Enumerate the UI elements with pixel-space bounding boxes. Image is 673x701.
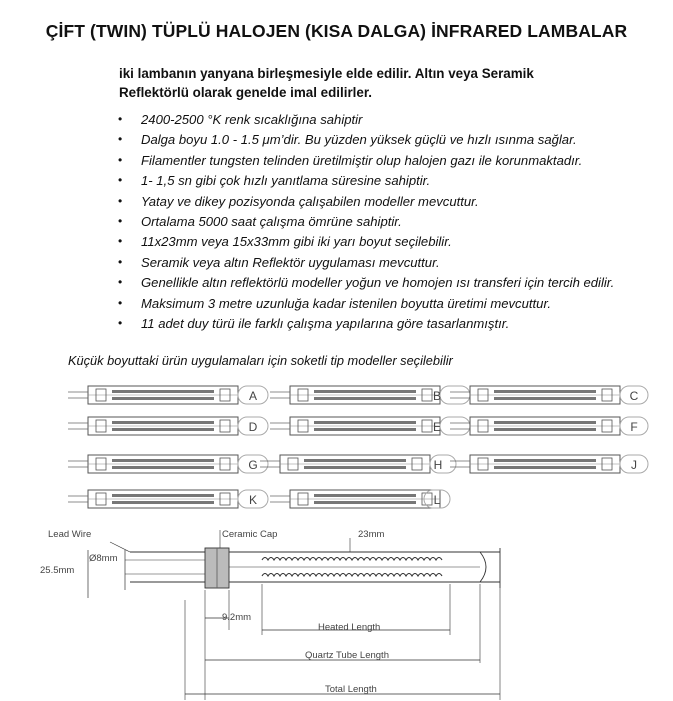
lamp-label: D <box>248 420 258 434</box>
lamp-model-b <box>270 386 470 404</box>
intro-line: iki lambanın yanyana birleşmesiyle elde edilir. Altın veya Seramik <box>119 66 534 81</box>
lamp-label: F <box>630 420 638 434</box>
feature-item: • Ortalama 5000 saat çalışma ömrüne sahiptir. <box>115 212 655 231</box>
feature-item: • Dalga boyu 1.0 - 1.5 μm’dir. Bu yüzden yüksek güçlü ve hızlı ısınma sağlar. <box>115 130 655 149</box>
feature-item: • Genellikle altın reflektörlü modeller yoğun ve homojen ısı transferi için tercih edilir. <box>115 273 655 292</box>
lamp-label: H <box>433 458 443 472</box>
intro-line: Reflektörlü olarak genelde imal edilirler. <box>119 85 373 100</box>
dimension-drawing <box>88 530 500 700</box>
dim-25mm-label: 25.5mm <box>40 565 75 576</box>
lamp-model-f <box>450 417 648 435</box>
lamp-label: B <box>432 389 442 403</box>
dim-23mm-label: 23mm <box>358 529 385 540</box>
page-title: ÇİFT (TWIN) TÜPLÜ HALOJEN (KISA DALGA) İNFRARED LAMBALAR <box>45 21 628 41</box>
lamp-model-h <box>260 455 456 473</box>
feature-item: • Maksimum 3 metre uzunluğa kadar istenilen boyutta üretimi mevcuttur. <box>115 294 655 313</box>
feature-item: • 11 adet duy türü ile farklı çalışma yapılarına göre tasarlanmıştır. <box>115 314 655 333</box>
total-length-label: Total Length <box>325 684 377 695</box>
lamp-model-d <box>68 417 268 435</box>
lamp-model-c <box>450 386 648 404</box>
lamp-label: C <box>629 389 639 403</box>
feature-item: • 11x23mm veya 15x33mm gibi iki yarı boyut seçilebilir. <box>115 232 655 251</box>
dim-8mm-label: Ø8mm <box>89 553 118 564</box>
lamp-model-e <box>270 417 470 435</box>
feature-item: • 1- 1,5 sn gibi çok hızlı yanıtlama süresine sahiptir. <box>115 171 655 190</box>
lead-wire-label: Lead Wire <box>48 529 92 540</box>
dim-9mm-label: 9.2mm <box>222 612 252 623</box>
feature-item: • Filamentler tungsten telinden üretilmiştir olup halojen gazı ile korunmaktadır. <box>115 151 655 170</box>
lamp-label: K <box>248 493 258 507</box>
feature-item: • Seramik veya altın Reflektör uygulaması mevcuttur. <box>115 253 655 272</box>
lamp-model-a <box>68 386 268 404</box>
quartz-tube-length-label: Quartz Tube Length <box>305 650 389 661</box>
lamp-model-l <box>270 490 450 508</box>
lamp-label: J <box>631 458 637 472</box>
heated-length-label: Heated Length <box>318 622 381 633</box>
socket-note: Küçük boyuttaki ürün uygulamaları için soketli tip modeller seçilebilir <box>68 353 453 368</box>
lamp-label: G <box>248 458 258 472</box>
feature-item: • Yatay ve dikey pozisyonda çalışabilen modeller mevcuttur. <box>115 192 655 211</box>
feature-item: • 2400-2500 °K renk sıcaklığına sahiptir <box>115 110 655 129</box>
lamp-model-g <box>68 455 268 473</box>
lamp-model-k <box>68 490 268 508</box>
lamp-label: L <box>433 493 441 507</box>
lamp-label: E <box>432 420 442 434</box>
ceramic-cap-label: Ceramic Cap <box>222 529 278 540</box>
lamp-model-j <box>450 455 648 473</box>
lamp-label: A <box>248 389 258 403</box>
